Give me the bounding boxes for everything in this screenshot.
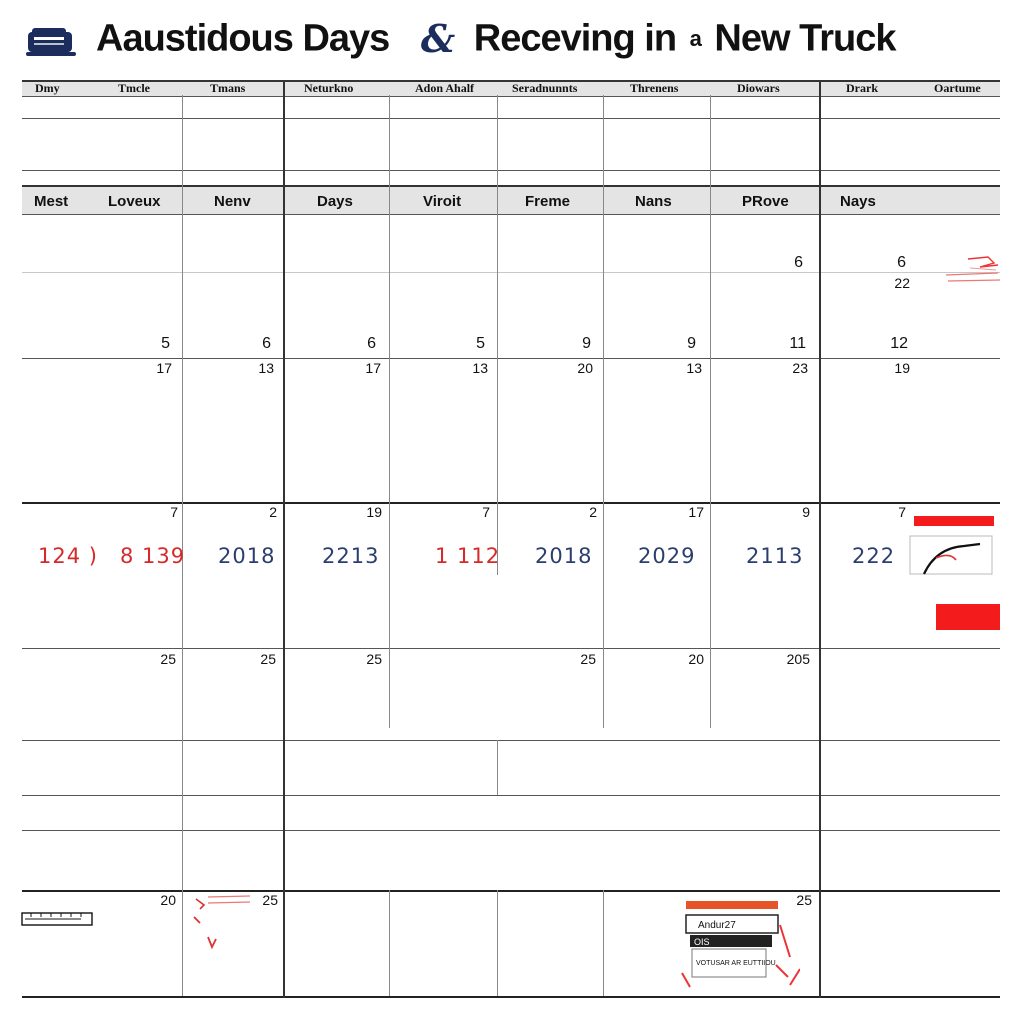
grid-column-line [497,95,498,575]
header-top-cell: Oartume [934,81,981,95]
grid-column-line [497,740,498,795]
header-top-cell: Tmans [210,81,246,95]
grid-line [22,795,1000,796]
header-top-cell: Dmy [35,81,60,95]
day-number: 25 [580,651,596,667]
grid-line [22,118,1000,119]
page-title [96,16,896,66]
day-number: 6 [367,335,376,352]
header-top-cell: Seradnunnts [512,81,578,95]
header-main-cell: Loveux [108,193,161,210]
red-marker-bar [914,516,994,526]
sticker-bottom-text: VOTUSAR AR EUTTIIOU [696,960,776,967]
day-number: 25 [796,892,812,908]
day-number: 20 [577,360,593,376]
title-connector: a [689,25,701,51]
day-number: 12 [890,335,908,352]
day-number: 25 [260,651,276,667]
header-main-cell: Freme [525,193,571,210]
day-value: 2018 [218,544,276,568]
grid-line [22,358,1000,359]
title-part-3: New Truck [714,17,896,60]
red-scribble-icon [190,893,254,953]
day-number: 9 [802,504,810,520]
ticket-sticker-icon [680,895,800,995]
day-number: 17 [156,360,172,376]
day-number: 13 [258,360,274,376]
red-scribble-icon [906,530,996,580]
grid-column-line [710,95,711,728]
grid-line [22,830,1000,831]
header-top-cell: Drark [846,81,878,95]
title-ampersand: & [420,16,455,62]
day-number: 23 [792,360,808,376]
day-number: 20 [688,651,704,667]
header-main-cell: Nans [635,193,672,210]
grid-column-line [389,890,390,996]
day-number: 25 [160,651,176,667]
grid-line [22,740,1000,741]
day-number: 9 [582,335,591,352]
day-value: 1 112 [435,544,501,568]
header-main-cell: PRove [742,193,789,210]
day-number: 20 [160,892,176,908]
grid-line [22,996,1000,998]
grid-line [22,648,1000,649]
day-number: 7 [170,504,178,520]
day-value: 2213 [322,544,380,568]
header-main-cell: Nays [840,193,876,210]
day-number: 17 [365,360,381,376]
sticker-top-text: Andur27 [698,920,736,931]
header-top-cell: Diowars [737,81,780,95]
day-value: 2018 [535,544,593,568]
header-main-cell: Nenv [214,193,251,210]
day-number: 17 [688,504,704,520]
day-number: 2 [589,504,597,520]
header-top-cell: Threnens [630,81,679,95]
day-number: 13 [686,360,702,376]
title-part-1: Aaustidous Days [96,17,390,60]
header-main-cell: Days [317,193,353,210]
day-number: 25 [366,651,382,667]
grid-column-line [283,80,285,998]
header-main-cell: Viroit [423,193,462,210]
day-number: 11 [789,335,806,352]
day-number: 19 [366,504,382,520]
header-top-cell: Neturkno [304,81,354,95]
day-number: 5 [161,335,170,352]
header-top-cell: Adon Ahalf [415,81,475,95]
sticker-mid-text: OIS [694,937,710,947]
truck-icon [26,26,76,58]
red-scribble-icon [940,255,1000,287]
grid-column-line [819,80,821,998]
day-number: 25 [262,892,278,908]
header-main-cell: Mest [34,193,69,210]
day-number: 2 [269,504,277,520]
day-number: 6 [794,254,803,271]
day-number: 5 [476,335,485,352]
red-marker-bar [936,604,1000,630]
day-number: 22 [894,275,910,291]
day-number: 6 [897,254,906,271]
header-top-cell: Tmcle [118,81,150,95]
day-value: 222 [852,544,896,568]
day-number: 6 [262,335,271,352]
grid-column-line [389,95,390,728]
day-value: 2113 [746,544,804,568]
grid-column-line [603,890,604,996]
day-number: 7 [482,504,490,520]
day-value: 8 139 [120,544,186,568]
grid-line [22,272,1000,273]
day-number: 7 [898,504,906,520]
day-value: 124 ) [38,544,98,568]
grid-column-line [603,95,604,728]
day-value: 2029 [638,544,696,568]
ruler-icon [21,911,93,927]
title-part-2: Receving in [473,17,677,60]
day-number: 9 [687,335,696,352]
day-number: 205 [786,651,810,667]
day-number: 13 [472,360,488,376]
grid-line [22,170,1000,171]
grid-column-line [497,890,498,996]
day-number: 19 [894,360,910,376]
